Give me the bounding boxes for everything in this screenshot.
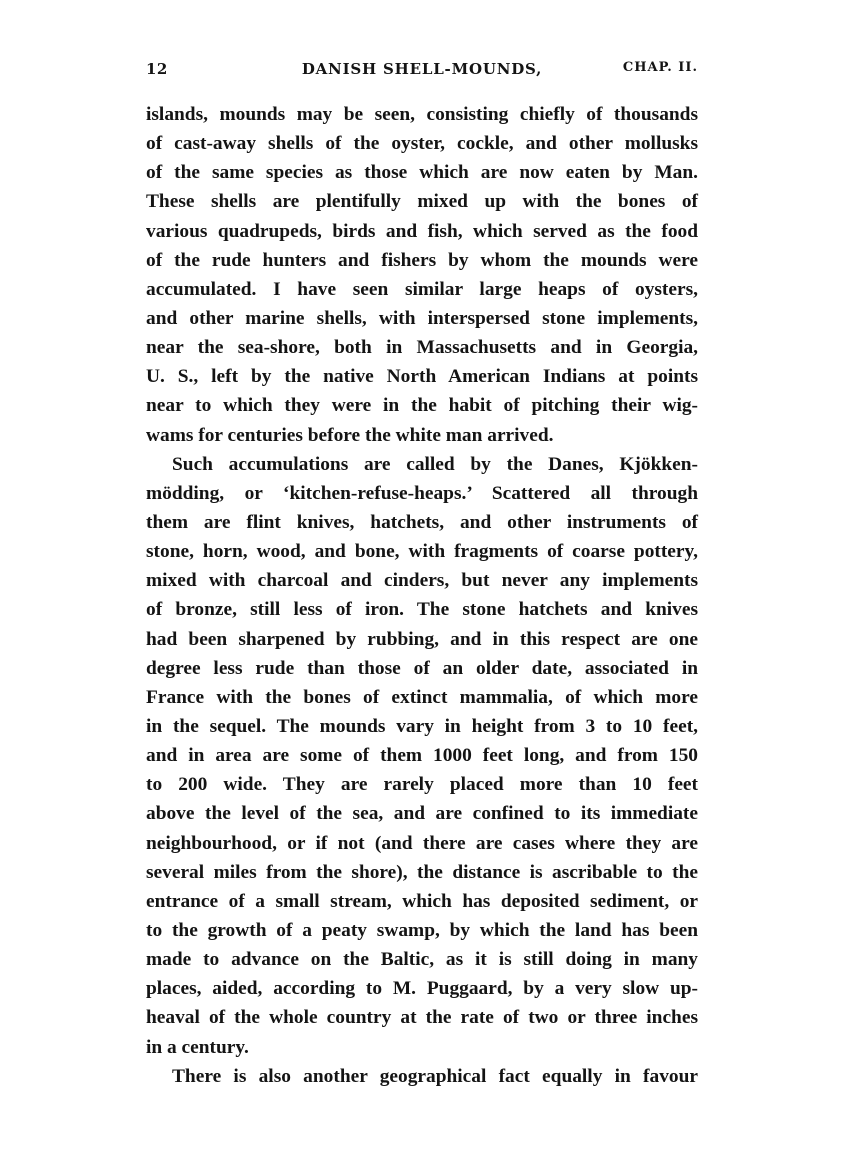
text-line: had been sharpened by rubbing, and in this respect are one <box>146 628 698 650</box>
text-line: in a century. <box>146 1036 249 1058</box>
text-line: France with the bones of extinct mammalia, of which more <box>146 686 698 708</box>
text-line: places, aided, according to M. Puggaard, by a very slow up- <box>146 978 698 1000</box>
text-line: entrance of a small stream, which has deposited sediment, or <box>146 890 698 912</box>
text-line: wams for centuries before the white man arrived. <box>146 424 554 446</box>
running-head <box>146 60 698 86</box>
text-line: several miles from the shore), the distance is ascribable to the <box>146 861 698 883</box>
text-line: accumulated. I have seen similar large heaps of oysters, <box>146 278 698 300</box>
chapter-label: CHAP. II. <box>622 60 698 75</box>
text-line: to the growth of a peaty swamp, by which the land has been <box>146 919 698 941</box>
text-line: of the same species as those which are now eaten by Man. <box>146 162 698 184</box>
body-text <box>146 100 698 1091</box>
text-line: mixed with charcoal and cinders, but never any implements <box>146 570 698 592</box>
page-number: 12 <box>146 60 168 78</box>
text-line: and other marine shells, with interspersed stone implements, <box>146 307 698 329</box>
text-line: of cast-away shells of the oyster, cockle, and other mollusks <box>146 133 698 155</box>
text-line: mödding, or ‘kitchen-refuse-heaps.’ Scattered all through <box>146 482 698 504</box>
text-line: near the sea-shore, both in Massachusetts and in Georgia, <box>146 337 698 359</box>
text-line: of the rude hunters and fishers by whom the mounds were <box>146 249 698 271</box>
text-line: degree less rude than those of an older date, associated in <box>146 657 698 679</box>
text-line: of bronze, still less of iron. The stone hatchets and knives <box>146 599 698 621</box>
text-line: Such accumulations are called by the Danes, Kjökken- <box>172 453 698 475</box>
text-line: heaval of the whole country at the rate of two or three inches <box>146 1007 698 1029</box>
text-line: near to which they were in the habit of pitching their wig- <box>146 395 698 417</box>
text-line: to 200 wide. They are rarely placed more than 10 feet <box>146 774 698 796</box>
text-line: in the sequel. The mounds vary in height from 3 to 10 feet, <box>146 715 698 737</box>
text-line: made to advance on the Baltic, as it is still doing in many <box>146 949 698 971</box>
text-line: neighbourhood, or if not (and there are cases where they are <box>146 832 698 854</box>
text-line: islands, mounds may be seen, consisting chiefly of thousands <box>146 104 698 125</box>
text-line: U. S., left by the native North American Indians at points <box>146 366 698 388</box>
text-line: them are flint knives, hatchets, and other instruments of <box>146 511 698 533</box>
running-title: DANISH SHELL-MOUNDS, <box>301 60 543 78</box>
text-line: various quadrupeds, birds and fish, which served as the food <box>146 220 698 242</box>
text-line: and in area are some of them 1000 feet long, and from 150 <box>146 745 698 767</box>
text-line: stone, horn, wood, and bone, with fragments of coarse pottery, <box>146 541 698 563</box>
text-line: These shells are plentifully mixed up with the bones of <box>146 191 698 213</box>
text-line: There is also another geographical fact equally in favour <box>172 1065 698 1087</box>
text-line: above the level of the sea, and are confined to its immediate <box>146 803 698 825</box>
